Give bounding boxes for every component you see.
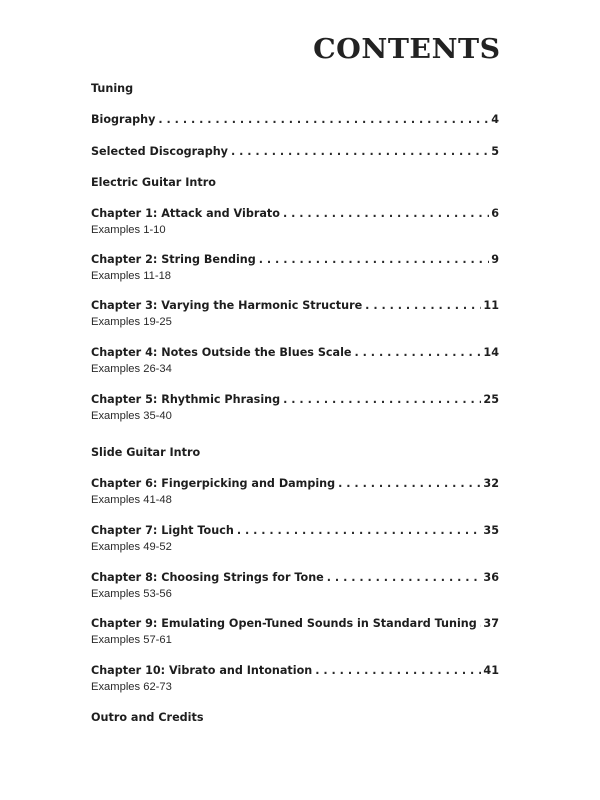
dot-leader <box>283 207 489 221</box>
toc-entry-chapter-8 <box>91 571 499 601</box>
toc-entry-chapter-10 <box>91 664 499 694</box>
entry-label: Tuning <box>91 82 134 95</box>
entry-label: Chapter 1: Attack and Vibrato <box>91 207 280 220</box>
dot-leader <box>231 145 489 159</box>
entry-examples: Examples 26-34 <box>91 363 172 375</box>
entry-page-number: 14 <box>483 346 499 359</box>
dot-leader <box>237 524 482 538</box>
entry-label: Biography <box>91 113 156 126</box>
toc-entry-outro-and-credits <box>91 711 499 725</box>
entry-label: Selected Discography <box>91 145 228 158</box>
toc-entry-chapter-7 <box>91 524 499 554</box>
entry-examples: Examples 1-10 <box>91 224 166 236</box>
entry-page-number: 6 <box>491 207 499 220</box>
entry-page-number: 36 <box>483 571 499 584</box>
toc-entry-electric-guitar-intro <box>91 176 499 190</box>
entry-page-number: 25 <box>483 393 499 406</box>
toc-entry-chapter-3 <box>91 299 499 329</box>
entry-page-number: 4 <box>491 113 499 126</box>
dot-leader <box>315 664 481 678</box>
entry-label: Chapter 6: Fingerpicking and Damping <box>91 477 336 490</box>
dot-leader <box>338 477 481 491</box>
entry-examples: Examples 53-56 <box>91 588 172 600</box>
entry-page-number: 35 <box>483 524 499 537</box>
entry-page-number: 5 <box>491 145 499 158</box>
toc-entry-chapter-1 <box>91 207 499 237</box>
entry-page-number: 11 <box>483 299 499 312</box>
toc-entry-chapter-9 <box>91 617 499 647</box>
entry-page-number: 9 <box>491 253 499 266</box>
page-title: CONTENTS <box>313 34 501 65</box>
toc-entry-selected-discography <box>91 145 499 159</box>
dot-leader <box>355 346 482 360</box>
toc-entry-tuning <box>91 82 499 96</box>
dot-leader <box>158 113 489 127</box>
toc-entry-chapter-2 <box>91 253 499 283</box>
toc-entry-biography <box>91 113 499 127</box>
entry-examples: Examples 49-52 <box>91 541 172 553</box>
entry-label: Chapter 4: Notes Outside the Blues Scale <box>91 346 352 359</box>
entry-label: Chapter 2: String Bending <box>91 253 256 266</box>
toc-entry-chapter-6 <box>91 477 499 507</box>
entry-page-number: 37 <box>483 617 499 630</box>
toc-entry-slide-guitar-intro <box>91 446 499 460</box>
entry-label: Electric Guitar Intro <box>91 176 216 189</box>
entry-label: Chapter 5: Rhythmic Phrasing <box>91 393 281 406</box>
dot-leader <box>480 617 482 631</box>
dot-leader <box>327 571 482 585</box>
entry-label: Outro and Credits <box>91 711 204 724</box>
entry-label: Chapter 9: Emulating Open-Tuned Sounds in Standard Tuning <box>91 617 477 630</box>
dot-leader <box>283 393 481 407</box>
entry-examples: Examples 62-73 <box>91 681 172 693</box>
dot-leader <box>365 299 481 313</box>
entry-examples: Examples 35-40 <box>91 410 172 422</box>
entry-examples: Examples 11-18 <box>91 270 172 282</box>
entry-label: Chapter 10: Vibrato and Intonation <box>91 664 313 677</box>
entry-examples: Examples 19-25 <box>91 316 172 328</box>
entry-page-number: 41 <box>483 664 499 677</box>
toc-entry-chapter-4 <box>91 346 499 376</box>
dot-leader <box>259 253 489 267</box>
entry-examples: Examples 57-61 <box>91 634 172 646</box>
entry-page-number: 32 <box>483 477 499 490</box>
entry-examples: Examples 41-48 <box>91 494 172 506</box>
entry-label: Slide Guitar Intro <box>91 446 201 459</box>
entry-label: Chapter 7: Light Touch <box>91 524 234 537</box>
entry-label: Chapter 8: Choosing Strings for Tone <box>91 571 324 584</box>
entry-label: Chapter 3: Varying the Harmonic Structure <box>91 299 363 312</box>
toc-entry-chapter-5 <box>91 393 499 423</box>
